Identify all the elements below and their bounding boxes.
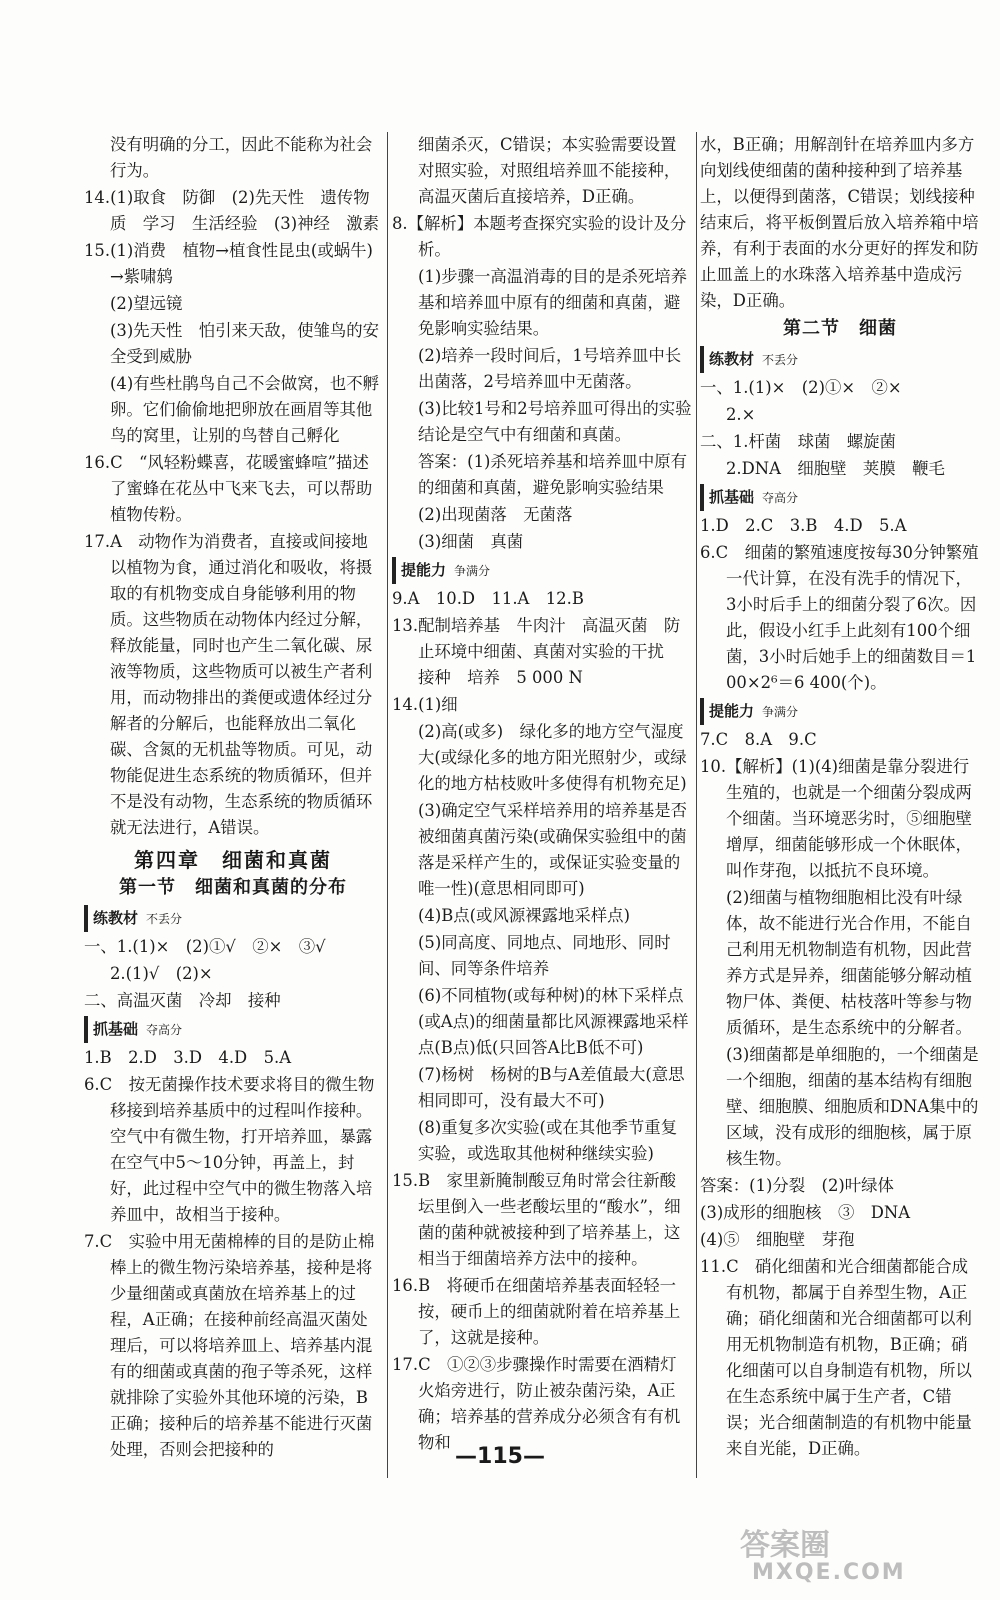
answer-paragraph: (3)先天性 怕引来天敌，使雏鸟的安全受到威胁	[110, 321, 380, 366]
answer-paragraph: 17.A 动物作为消费者，直接或间接地以植物为食，通过消化和吸收，将摄取的有机物变成自身能够利用的物质。这些物质在动物体内经过分解，释放能量，同时也产生二氧化碳、尿液等物质，这些物质可以被生产者利用，而动物排出的粪便或遗体经过分解者的分解后，也能释放出二氧化碳、含氮的无机盐等物质。可见，动物能促进生态系统的物质循环，但并不是没有动物，生态系统的物质循环就无法进行，A错误。	[84, 532, 373, 837]
answer-paragraph: 8.【解析】本题考查探究实验的设计及分析。	[392, 214, 687, 259]
answer-paragraph: (4)⑤ 细胞壁 芽孢	[700, 1230, 855, 1249]
answer-paragraph: 水，B正确；用解剖针在培养皿内多方向划线使细菌的菌种接种到了培养基上，以便得到菌落，C错误；划线接种结束后，将平板倒置后放入培养箱中培养，有利于表面的水分更好的挥发和防止皿盖上的水珠落入培养基中造成污染，D正确。	[700, 135, 979, 310]
answer-paragraph: (2)望远镜	[110, 294, 183, 313]
answer-paragraph: (3)成形的细胞核 ③ DNA	[700, 1203, 911, 1222]
answer-paragraph: 11.C 硝化细菌和光合细菌都能合成有机物，都属于自养型生物，A正确；硝化细菌和光合细菌都可以利用无机物制造有机物，B正确；硝化细菌可以自身制造有机物，所以在生态系统中属于生产者，C错误；光合细菌制造的有机物中能量来自光能，D正确。	[700, 1257, 972, 1458]
answer-paragraph: 15.(1)消费 植物→植食性昆虫(或蜗牛)→紫啸鸫	[84, 241, 373, 286]
answer-paragraph: 没有明确的分工，因此不能称为社会行为。	[110, 135, 373, 180]
answer-paragraph: 6.C 细菌的繁殖速度按每30分钟繁殖一代计算，在没有洗手的情况下，3小时后手上的细菌分裂了6次。因此，假设小红手上此刻有100个细菌，3小时后她手上的细菌数目＝100×2⁶＝6 400(个)。	[700, 543, 979, 692]
answer-paragraph: 13.配制培养基 牛肉汁 高温灭菌 防止环境中细菌、真菌对实验的干扰 接种 培养 5 000 N	[392, 616, 681, 687]
column-2	[392, 132, 692, 1457]
page-number: —115—	[455, 1444, 545, 1469]
answer-paragraph: (2)培养一段时间后，1号培养皿中长出菌落，2号培养皿中无菌落。	[418, 346, 682, 391]
answer-paragraph: 2.DNA 细胞壁 荚膜 鞭毛	[726, 459, 945, 478]
column-1	[84, 132, 382, 1464]
section-tag-label: 提能力	[709, 702, 755, 720]
section-tag-sub: 夺高分	[762, 491, 799, 505]
answer-paragraph: 一、1.(1)× (2)①√ ②× ③√	[84, 937, 326, 956]
column-divider-1	[387, 132, 388, 1478]
section-tag-sub: 争满分	[454, 564, 491, 578]
answer-paragraph: (4)有些杜鹃鸟自己不会做窝，也不孵卵。它们偷偷地把卵放在画眉等其他鸟的窝里，让别的鸟替自己孵化	[110, 374, 380, 445]
section-tag-sub: 争满分	[762, 705, 799, 719]
answer-paragraph: 15.B 家里新腌制酸豆角时常会往新酸坛里倒入一些老酸坛里的“酸水”，细菌的菌种就被接种到了培养基上，这相当于细菌培养方法中的接种。	[392, 1171, 681, 1268]
answer-paragraph: (2)高(或多) 绿化多的地方空气湿度大(或绿化多的地方阳光照射少，或绿化的地方枯枝败叶多使得有机物充足)	[418, 722, 687, 793]
section-title: 第一节 细菌和真菌的分布	[119, 877, 347, 898]
answer-paragraph: (6)不同植物(或每种树)的林下采样点(或A点)的细菌量都比风源裸露地采样点(B点)低(只回答A比B低不可)	[418, 986, 689, 1057]
section-tag-label: 提能力	[401, 561, 447, 579]
answer-paragraph: 17.C ①②③步骤操作时需要在酒精灯火焰旁进行，防止被杂菌污染，A正确；培养基的营养成分必须含有有机物和	[392, 1355, 681, 1452]
answer-paragraph: (3)细菌都是单细胞的，一个细菌是一个细胞，细菌的基本结构有细胞壁、细胞膜、细胞质和DNA集中的区域，没有成形的细胞核，属于原核生物。	[726, 1045, 979, 1168]
answer-paragraph: 7.C 8.A 9.C	[700, 730, 817, 749]
watermark-logo: 答案圈	[740, 1528, 830, 1563]
answer-paragraph: (3)确定空气采样培养用的培养基是否被细菌真菌污染(或确保实验组中的菌落是采样产生的，或保证实验变量的唯一性)(意思相同即可)	[418, 801, 688, 898]
answer-paragraph: 答案：(1)杀死培养基和培养皿中原有的细菌和真菌，避免影响实验结果	[418, 452, 688, 497]
answer-paragraph: 1.B 2.D 3.D 4.D 5.A	[84, 1048, 292, 1067]
answer-paragraph: 7.C 实验中用无菌棉棒的目的是防止棉棒上的微生物污染培养基，接种是将少量细菌或真菌放在培养基上的过程，A正确；在接种前经高温灭菌处理后，可以将培养皿上、培养基内混有的细菌或真菌的孢子等杀死，这样就排除了实验外其他环境的污染，B正确；接种后的培养基不能进行灭菌处理，否则会把接种的	[84, 1232, 375, 1459]
answer-paragraph: (1)步骤一高温消毒的目的是杀死培养基和培养皿中原有的细菌和真菌，避免影响实验结果。	[418, 267, 688, 338]
section-tag-sub: 不丢分	[762, 353, 799, 367]
section-tag-sub: 不丢分	[146, 912, 183, 926]
column-3	[700, 132, 980, 1463]
answer-paragraph: (3)比较1号和2号培养皿可得出的实验结论是空气中有细菌和真菌。	[418, 399, 692, 444]
answer-paragraph: 二、1.杆菌 球菌 螺旋菌	[700, 432, 896, 451]
section-tag-sub: 夺高分	[146, 1023, 183, 1037]
answer-paragraph: (4)B点(或风源裸露地采样点)	[418, 906, 630, 925]
answer-paragraph: (2)出现菌落 无菌落	[418, 505, 573, 524]
answer-paragraph: 14.(1)取食 防御 (2)先天性 遗传物质 学习 生活经验 (3)神经 激素	[84, 188, 380, 233]
answer-paragraph: 16.B 将硬币在细菌培养基表面轻轻一按，硬币上的细菌就附着在培养基上了，这就是接种。	[392, 1276, 681, 1347]
section-tag-label: 抓基础	[709, 488, 755, 506]
answer-paragraph: (7)杨树 杨树的B与A差值最大(意思相同即可，没有最大不可)	[418, 1065, 685, 1110]
answer-paragraph: 2.×	[726, 405, 756, 424]
answer-paragraph: 2.(1)√ (2)×	[110, 964, 213, 983]
answer-paragraph: 1.D 2.C 3.B 4.D 5.A	[700, 516, 907, 535]
section-tag	[700, 484, 980, 511]
answer-paragraph: (2)细菌与植物细胞相比没有叶绿体，故不能进行光合作用，不能自己利用无机物制造有机物，因此营养方式是异养，细菌能够分解动植物尸体、粪便、枯枝落叶等参与物质循环，是生态系统中的分解者。	[726, 888, 972, 1037]
section-tag	[84, 1016, 382, 1043]
answer-paragraph: 一、1.(1)× (2)①× ②×	[700, 378, 902, 397]
column-divider-2	[696, 132, 697, 1478]
section-tag	[700, 698, 980, 725]
section-tag-label: 练教材	[93, 909, 139, 927]
answer-paragraph: 14.(1)细	[392, 695, 458, 714]
section-tag	[392, 557, 692, 584]
section-tag-label: 抓基础	[93, 1020, 139, 1038]
answer-paragraph: 6.C 按无菌操作技术要求将目的微生物移接到培养基质中的过程叫作接种。空气中有微生物，打开培养皿，暴露在空气中5～10分钟，再盖上，封好，此过程中空气中的微生物落入培养皿中，故相当于接种。	[84, 1075, 375, 1224]
section-tag	[84, 905, 382, 932]
chapter-title: 第四章 细菌和真菌	[134, 848, 332, 872]
watermark-url: MXQE.COM	[752, 1560, 906, 1585]
section-tag	[700, 346, 980, 373]
answer-paragraph: 二、高温灭菌 冷却 接种	[84, 991, 281, 1010]
section-title: 第二节 细菌	[783, 318, 897, 339]
answer-paragraph: 9.A 10.D 11.A 12.B	[392, 589, 584, 608]
section-tag-label: 练教材	[709, 350, 755, 368]
answer-paragraph: 细菌杀灭，C错误；本实验需要设置对照实验，对照组培养皿不能接种，高温灭菌后直接培养，D正确。	[418, 135, 681, 206]
answer-paragraph: (8)重复多次实验(或在其他季节重复实验，或选取其他树种继续实验)	[418, 1118, 678, 1163]
answer-paragraph: 10.【解析】(1)(4)细菌是靠分裂进行生殖的，也就是一个细菌分裂成两个细菌。当环境恶劣时，⑤细胞壁增厚，细菌能够形成一个休眠体，叫作芽孢，以抵抗不良环境。	[700, 757, 972, 880]
answer-paragraph: 答案：(1)分裂 (2)叶绿体	[700, 1176, 894, 1195]
answer-paragraph: (3)细菌 真菌	[418, 532, 524, 551]
answer-paragraph: 16.C “风轻粉蝶喜，花暖蜜蜂喧”描述了蜜蜂在花丛中飞来飞去，可以帮助植物传粉。	[84, 453, 373, 524]
answer-paragraph: (5)同高度、同地点、同地形、同时间、同等条件培养	[418, 933, 671, 978]
